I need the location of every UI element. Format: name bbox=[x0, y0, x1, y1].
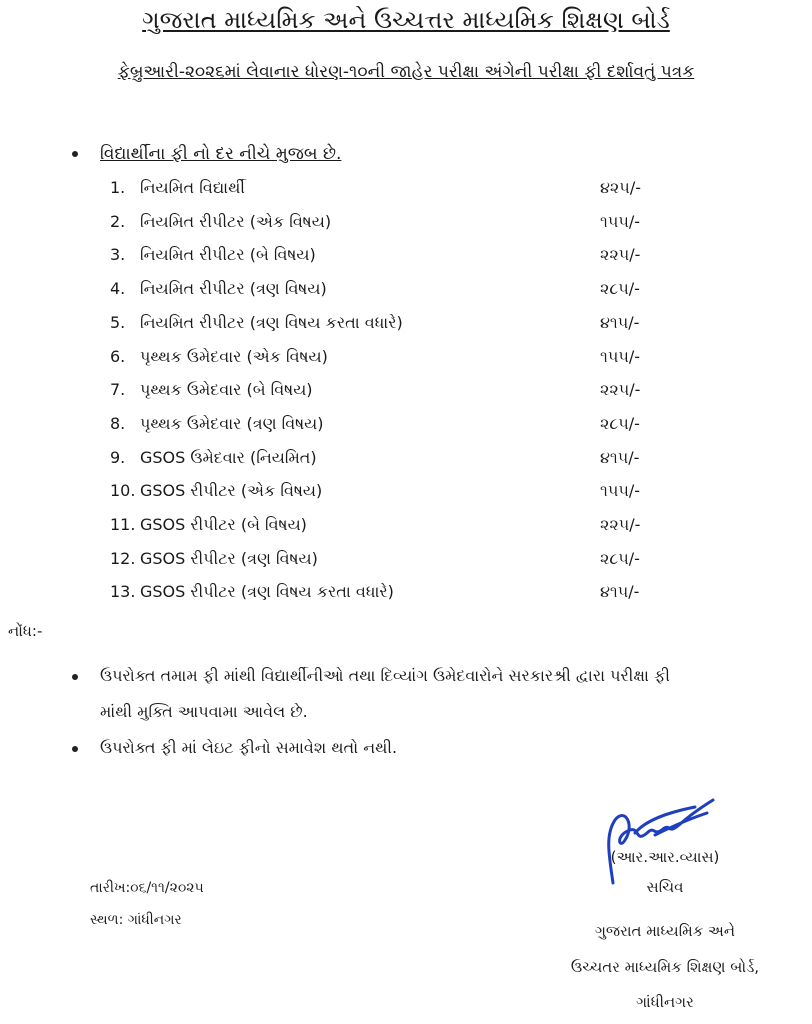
fee-row bbox=[110, 515, 670, 545]
fee-label: નિયમિત રીપીટર (બે વિષય) bbox=[140, 245, 316, 265]
fee-fee: ૨૨૫/- bbox=[600, 380, 641, 400]
issue-place: સ્થળ: ગાંધીનગર bbox=[90, 912, 182, 928]
issue-date: તારીખ:૦૬/૧૧/૨૦૨૫ bbox=[90, 880, 204, 896]
fee-heading-label: વિદ્યાર્થીના ફી નો દર નીચે મુજબ છે. bbox=[100, 144, 342, 164]
fee-num: 9. bbox=[110, 447, 126, 467]
signature-icon bbox=[595, 795, 715, 885]
fee-row bbox=[110, 414, 670, 444]
document-subtitle: ફેબ્રુઆરી-૨૦૨૬માં લેવાનાર ધોરણ-૧૦ની જાહેર પરીક્ષા અંગેની પરીક્ષા ફી દર્શાવતું પત્રક bbox=[117, 62, 695, 82]
note-item-continuation: માંથી મુક્તિ આપવામા આવેલ છે. bbox=[100, 702, 308, 721]
note-text: ઉપરોક્ત ફી માં લેઇટ ફીનો સમાવેશ થતો નથી. bbox=[100, 738, 398, 757]
fee-label: પૃથ્થક ઉમેદવાર (બે વિષય) bbox=[140, 380, 313, 400]
fee-num: 13. bbox=[110, 582, 136, 602]
fee-row bbox=[110, 347, 670, 377]
signatory-org-line1: ગુજરાત માધ્યમિક અને bbox=[594, 922, 736, 940]
fee-row bbox=[110, 245, 670, 275]
signatory-org-line2: ઉચ્ચતર માધ્યમિક શિક્ષણ બોર્ડ, bbox=[570, 958, 760, 976]
fee-num: 5. bbox=[110, 312, 126, 332]
bullet-icon bbox=[72, 151, 78, 157]
fee-row bbox=[110, 279, 670, 309]
fee-num: 3. bbox=[110, 245, 126, 265]
fee-num: 8. bbox=[110, 413, 126, 433]
note-label: નોંધ:- bbox=[8, 622, 43, 640]
fee-fee: ૧૫૫/- bbox=[600, 346, 641, 366]
bullet-icon bbox=[72, 746, 78, 752]
fee-label: GSOS રીપીટર (ત્રણ વિષય) bbox=[140, 548, 318, 568]
fee-label: GSOS રીપીટર (ત્રણ વિષય કરતા વધારે) bbox=[140, 582, 394, 602]
fee-fee: ૨૮૫/- bbox=[600, 548, 640, 568]
fee-label: પૃથ્થક ઉમેદવાર (એક વિષય) bbox=[140, 346, 328, 366]
fee-label: GSOS ઉમેદવાર (નિયમિત) bbox=[140, 447, 317, 467]
fee-num: 12. bbox=[110, 548, 136, 568]
fee-label: GSOS રીપીટર (એક વિષય) bbox=[140, 481, 323, 501]
signatory-city: ગાંધીનગર bbox=[636, 993, 694, 1011]
fee-row bbox=[110, 549, 670, 579]
fee-row bbox=[110, 313, 670, 343]
fee-fee: ૨૨૫/- bbox=[600, 245, 641, 265]
fee-num: 6. bbox=[110, 346, 126, 366]
fee-heading bbox=[72, 144, 341, 164]
fee-fee: ૨૮૫/- bbox=[600, 279, 640, 299]
fee-num: 2. bbox=[110, 211, 126, 231]
fee-label: પૃથ્થક ઉમેદવાર (ત્રણ વિષય) bbox=[140, 413, 324, 433]
fee-label: નિયમિત રીપીટર (એક વિષય) bbox=[140, 211, 332, 231]
fee-fee: ૪૨૫/- bbox=[600, 178, 641, 197]
document-title: ગુજરાત માધ્યમિક અને ઉચ્ચત્તર માધ્યમિક શિક્ષણ બોર્ડ bbox=[142, 6, 670, 34]
fee-num: 1. bbox=[110, 178, 126, 197]
fee-row bbox=[110, 448, 670, 478]
bullet-icon bbox=[72, 674, 78, 680]
fee-row bbox=[110, 582, 670, 612]
note-item bbox=[72, 738, 397, 758]
fee-label: નિયમિત વિદ્યાર્થી bbox=[140, 178, 245, 197]
fee-row bbox=[110, 212, 670, 242]
note-text: ઉપરોક્ત તમામ ફી માંથી વિદ્યાર્થીનીઓ તથા દિવ્યાંગ ઉમેદવારોને સરકારશ્રી દ્વારા પરીક્ષા ફી bbox=[100, 666, 670, 685]
fee-fee: ૪૧૫/- bbox=[600, 447, 640, 467]
fee-row bbox=[110, 380, 670, 410]
signatory-name: (આર.આર.વ્યાસ) bbox=[610, 848, 720, 866]
fee-fee: ૨૨૫/- bbox=[600, 515, 641, 534]
fee-num: 11. bbox=[110, 515, 136, 534]
note-item bbox=[72, 666, 670, 686]
fee-num: 4. bbox=[110, 279, 126, 299]
fee-fee: ૧૫૫/- bbox=[600, 211, 641, 231]
fee-fee: ૧૫૫/- bbox=[600, 481, 641, 501]
fee-fee: ૨૮૫/- bbox=[600, 413, 640, 433]
fee-row bbox=[110, 481, 670, 511]
fee-label: નિયમિત રીપીટર (ત્રણ વિષય) bbox=[140, 279, 327, 299]
fee-num: 7. bbox=[110, 380, 126, 400]
fee-num: 10. bbox=[110, 481, 136, 501]
fee-label: GSOS રીપીટર (બે વિષય) bbox=[140, 515, 307, 534]
fee-fee: ૪૧૫/- bbox=[600, 312, 640, 332]
fee-fee: ૪૧૫/- bbox=[600, 582, 640, 602]
fee-label: નિયમિત રીપીટર (ત્રણ વિષય કરતા વધારે) bbox=[140, 312, 403, 332]
signatory-designation: સચિવ bbox=[646, 878, 684, 896]
fee-row bbox=[110, 178, 670, 208]
